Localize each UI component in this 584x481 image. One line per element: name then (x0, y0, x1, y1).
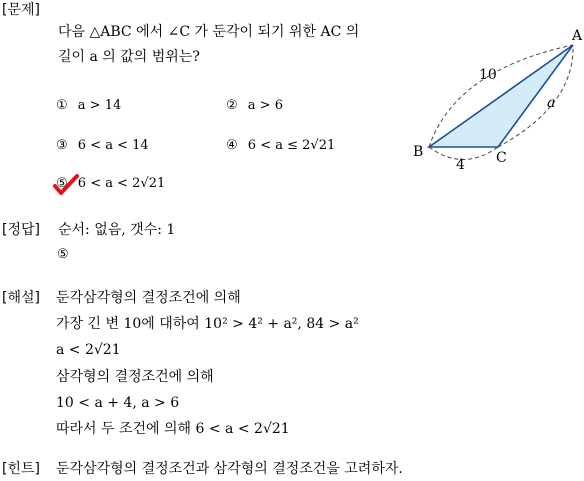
vertex-c-label: C (496, 150, 507, 166)
option-1-number: ① (56, 98, 68, 113)
side-ac-label: a (547, 95, 556, 111)
hint-tag: [힌트] (2, 461, 40, 477)
hint-text: 둔각삼각형의 결정조건과 삼각형의 결정조건을 고려하자. (56, 461, 403, 477)
explanation-line-1: 둔각삼각형의 결정조건에 의해 (56, 290, 241, 306)
option-2-text: a > 6 (247, 98, 283, 113)
problem-tag: [문제] (2, 2, 40, 18)
side-bc-label: 4 (456, 157, 465, 173)
answer-meta: 순서: 없음, 갯수: 1 (58, 222, 176, 238)
option-5-number: ⑤ (56, 176, 68, 191)
option-3-number: ③ (56, 138, 68, 153)
explanation-line-3: a < 2√21 (56, 342, 121, 358)
option-1-text: a > 14 (77, 98, 122, 113)
option-1[interactable] (56, 96, 121, 116)
answer-value: ⑤ (57, 247, 69, 262)
triangle-figure (405, 20, 584, 180)
explanation-tag: [해설] (2, 290, 40, 306)
checkmark-icon (52, 174, 80, 196)
problem-text-line-1: 다음 △ABC 에서 ∠C 가 둔각이 되기 위한 AC 의 (58, 24, 360, 40)
option-3-text: 6 < a < 14 (77, 138, 149, 153)
option-4[interactable] (226, 136, 335, 156)
option-4-text: 6 < a ≤ 2√21 (247, 138, 336, 153)
option-3[interactable] (56, 136, 149, 156)
side-ab-label: 10 (479, 67, 497, 83)
option-5-text: 6 < a < 2√21 (77, 176, 166, 191)
vertex-a-label: A (572, 28, 583, 44)
vertex-b-label: B (413, 144, 424, 160)
explanation-line-4: 삼각형의 결정조건에 의해 (56, 369, 214, 385)
explanation-line-2: 가장 긴 변 10에 대하여 10² > 4² + a², 84 > a² (56, 316, 359, 332)
problem-text-line-2: 길이 a 의 값의 범위는? (58, 49, 200, 65)
option-2-number: ② (226, 98, 238, 113)
explanation-line-6: 따라서 두 조건에 의해 6 < a < 2√21 (56, 421, 290, 437)
option-2[interactable] (226, 96, 283, 116)
explanation-line-5: 10 < a + 4, a > 6 (56, 395, 180, 411)
answer-tag: [정답] (2, 222, 40, 238)
option-4-number: ④ (226, 138, 238, 153)
